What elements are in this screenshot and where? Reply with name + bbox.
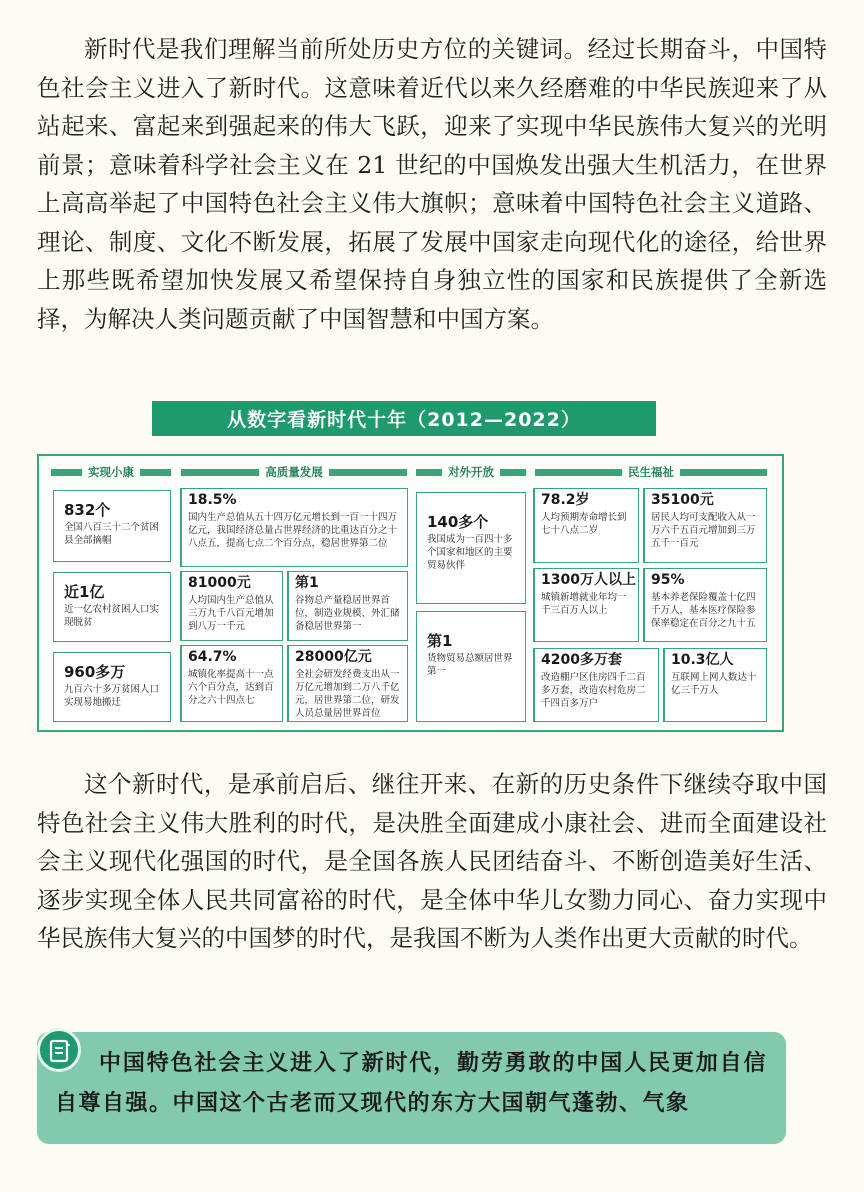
- stat-value: 近1亿: [64, 583, 105, 601]
- stat-value: 95%: [651, 572, 685, 588]
- callout-box: [37, 1032, 786, 1144]
- col-heading-label: 民生福祉: [628, 465, 674, 479]
- stat-desc: 基本养老保险覆盖十亿四千万人，基本医疗保险参保率稳定在百分之九十五: [651, 592, 756, 629]
- stat-card: [53, 490, 171, 562]
- stat-desc: 改造棚户区住房四千二百多万套，改造农村危房二千四百多万户: [541, 672, 646, 709]
- stat-card: [180, 488, 408, 567]
- stat-desc: 城镇化率提高十一点六个百分点，达到百分之六十四点七: [188, 669, 274, 706]
- stat-value: 28000亿元: [295, 649, 372, 665]
- stat-value: 35100元: [651, 492, 714, 508]
- col-heading-label: 实现小康: [88, 465, 134, 479]
- stat-card: [416, 492, 526, 604]
- stat-desc: 全社会研发经费支出从一万亿元增加到二万八千亿元，居世界第二位，研发人员总量居世界首位: [295, 669, 400, 719]
- stat-desc: 货物贸易总额居世界第一: [427, 653, 513, 677]
- stat-value: 18.5%: [188, 492, 237, 508]
- body-paragraph-2: 这个新时代，是承前启后、继往开来、在新的历史条件下继续夺取中国特色社会主义伟大胜利的时代，是决胜全面建成小康社会、进而全面建设社会主义现代化强国的时代，是全国各族人民团结奋斗、不断创造美好生活、逐步实现全体人民共同富裕的时代，是全体中华儿女勠力同心、奋力实现中华民族伟大复兴的中国梦的时代，是我国不断为人类作出更大贡献的时代。: [37, 770, 827, 952]
- stat-desc: 我国成为一百四十多个国家和地区的主要贸易伙伴: [427, 534, 513, 571]
- stat-desc: 全国八百三十二个贫困县全部摘帽: [64, 522, 160, 546]
- col-heading-development: [181, 464, 407, 480]
- stat-desc: 人均国内生产总值从三万九千八百元增加到八万一千元: [188, 595, 274, 632]
- stat-value: 第1: [295, 575, 319, 591]
- notebook-icon: [37, 1028, 81, 1072]
- stat-desc: 九百六十多万贫困人口实现易地搬迁: [64, 684, 160, 708]
- stat-value: 10.3亿人: [671, 652, 734, 668]
- stat-card: [533, 648, 659, 722]
- stat-value: 第1: [427, 632, 453, 650]
- col-heading-label: 高质量发展: [265, 465, 323, 479]
- stat-card: [287, 645, 408, 722]
- stat-card: [643, 568, 767, 642]
- stat-value: 81000元: [188, 575, 251, 591]
- col-heading-welfare: [535, 464, 767, 480]
- col-heading-label: 对外开放: [448, 465, 494, 479]
- infographic-title: 从数字看新时代十年（2012—2022）: [152, 401, 656, 436]
- stat-value: 832个: [64, 501, 111, 519]
- stat-card: [416, 611, 526, 722]
- stat-card: [643, 488, 767, 563]
- stat-value: 78.2岁: [541, 492, 590, 508]
- stat-value: 960多万: [64, 663, 126, 681]
- col-heading-xiaokang: [51, 464, 171, 480]
- callout-text: 中国特色社会主义进入了新时代，勤劳勇敢的中国人民更加自信自尊自强。中国这个古老而又现代的东方大国朝气蓬勃、气象: [55, 1051, 767, 1116]
- stat-value: 4200多万套: [541, 652, 622, 668]
- stat-card: [180, 645, 283, 722]
- stat-card: [663, 648, 767, 722]
- stat-desc: 城镇新增就业年均一千三百万人以上: [541, 592, 627, 616]
- stat-desc: 谷物总产量稳居世界首位，制造业规模、外汇储备稳居世界第一: [295, 595, 400, 632]
- stat-value: 140多个: [427, 513, 489, 531]
- stat-card: [533, 568, 639, 642]
- stat-desc: 居民人均可支配收入从一万六千五百元增加到三万五千一百元: [651, 512, 756, 549]
- col-heading-opening: [416, 464, 526, 480]
- stat-card: [180, 571, 283, 641]
- stat-value: 64.7%: [188, 649, 237, 665]
- body-paragraph-1: 新时代是我们理解当前所处历史方位的关键词。经过长期奋斗，中国特色社会主义进入了新时代。这意味着近代以来久经磨难的中华民族迎来了从站起来、富起来到强起来的伟大飞跃，迎来了实现中华民族伟大复兴的光明前景；意味着科学社会主义在 21 世纪的中国焕发出强大生机活力，在世界上高高举起了中国特色社会主义伟大旗帜；意味着中国特色社会主义道路、理论、制度、文化不断发展，拓展了发展中国家走向现代化的途径，给世界上那些既希望加快发展又希望保持自身独立性的国家和民族提供了全新选择，为解决人类问题贡献了中国智慧和中国方案。: [37, 35, 827, 333]
- stat-card: [53, 572, 171, 642]
- stat-desc: 互联网上网人数达十亿三千万人: [671, 672, 757, 696]
- stat-card: [287, 571, 408, 641]
- stat-desc: 人均预期寿命增长到七十八点二岁: [541, 512, 627, 536]
- stat-desc: 近一亿农村贫困人口实现脱贫: [64, 604, 160, 628]
- stat-desc: 国内生产总值从五十四万亿元增长到一百一十四万亿元，我国经济总量占世界经济的比重达百分之十八点五，提高七点二个百分点，稳居世界第二位: [188, 512, 398, 549]
- stat-card: [53, 652, 171, 722]
- stat-card: [533, 488, 639, 563]
- stat-value: 1300万人以上: [541, 572, 636, 588]
- infographic-panel: [37, 454, 784, 732]
